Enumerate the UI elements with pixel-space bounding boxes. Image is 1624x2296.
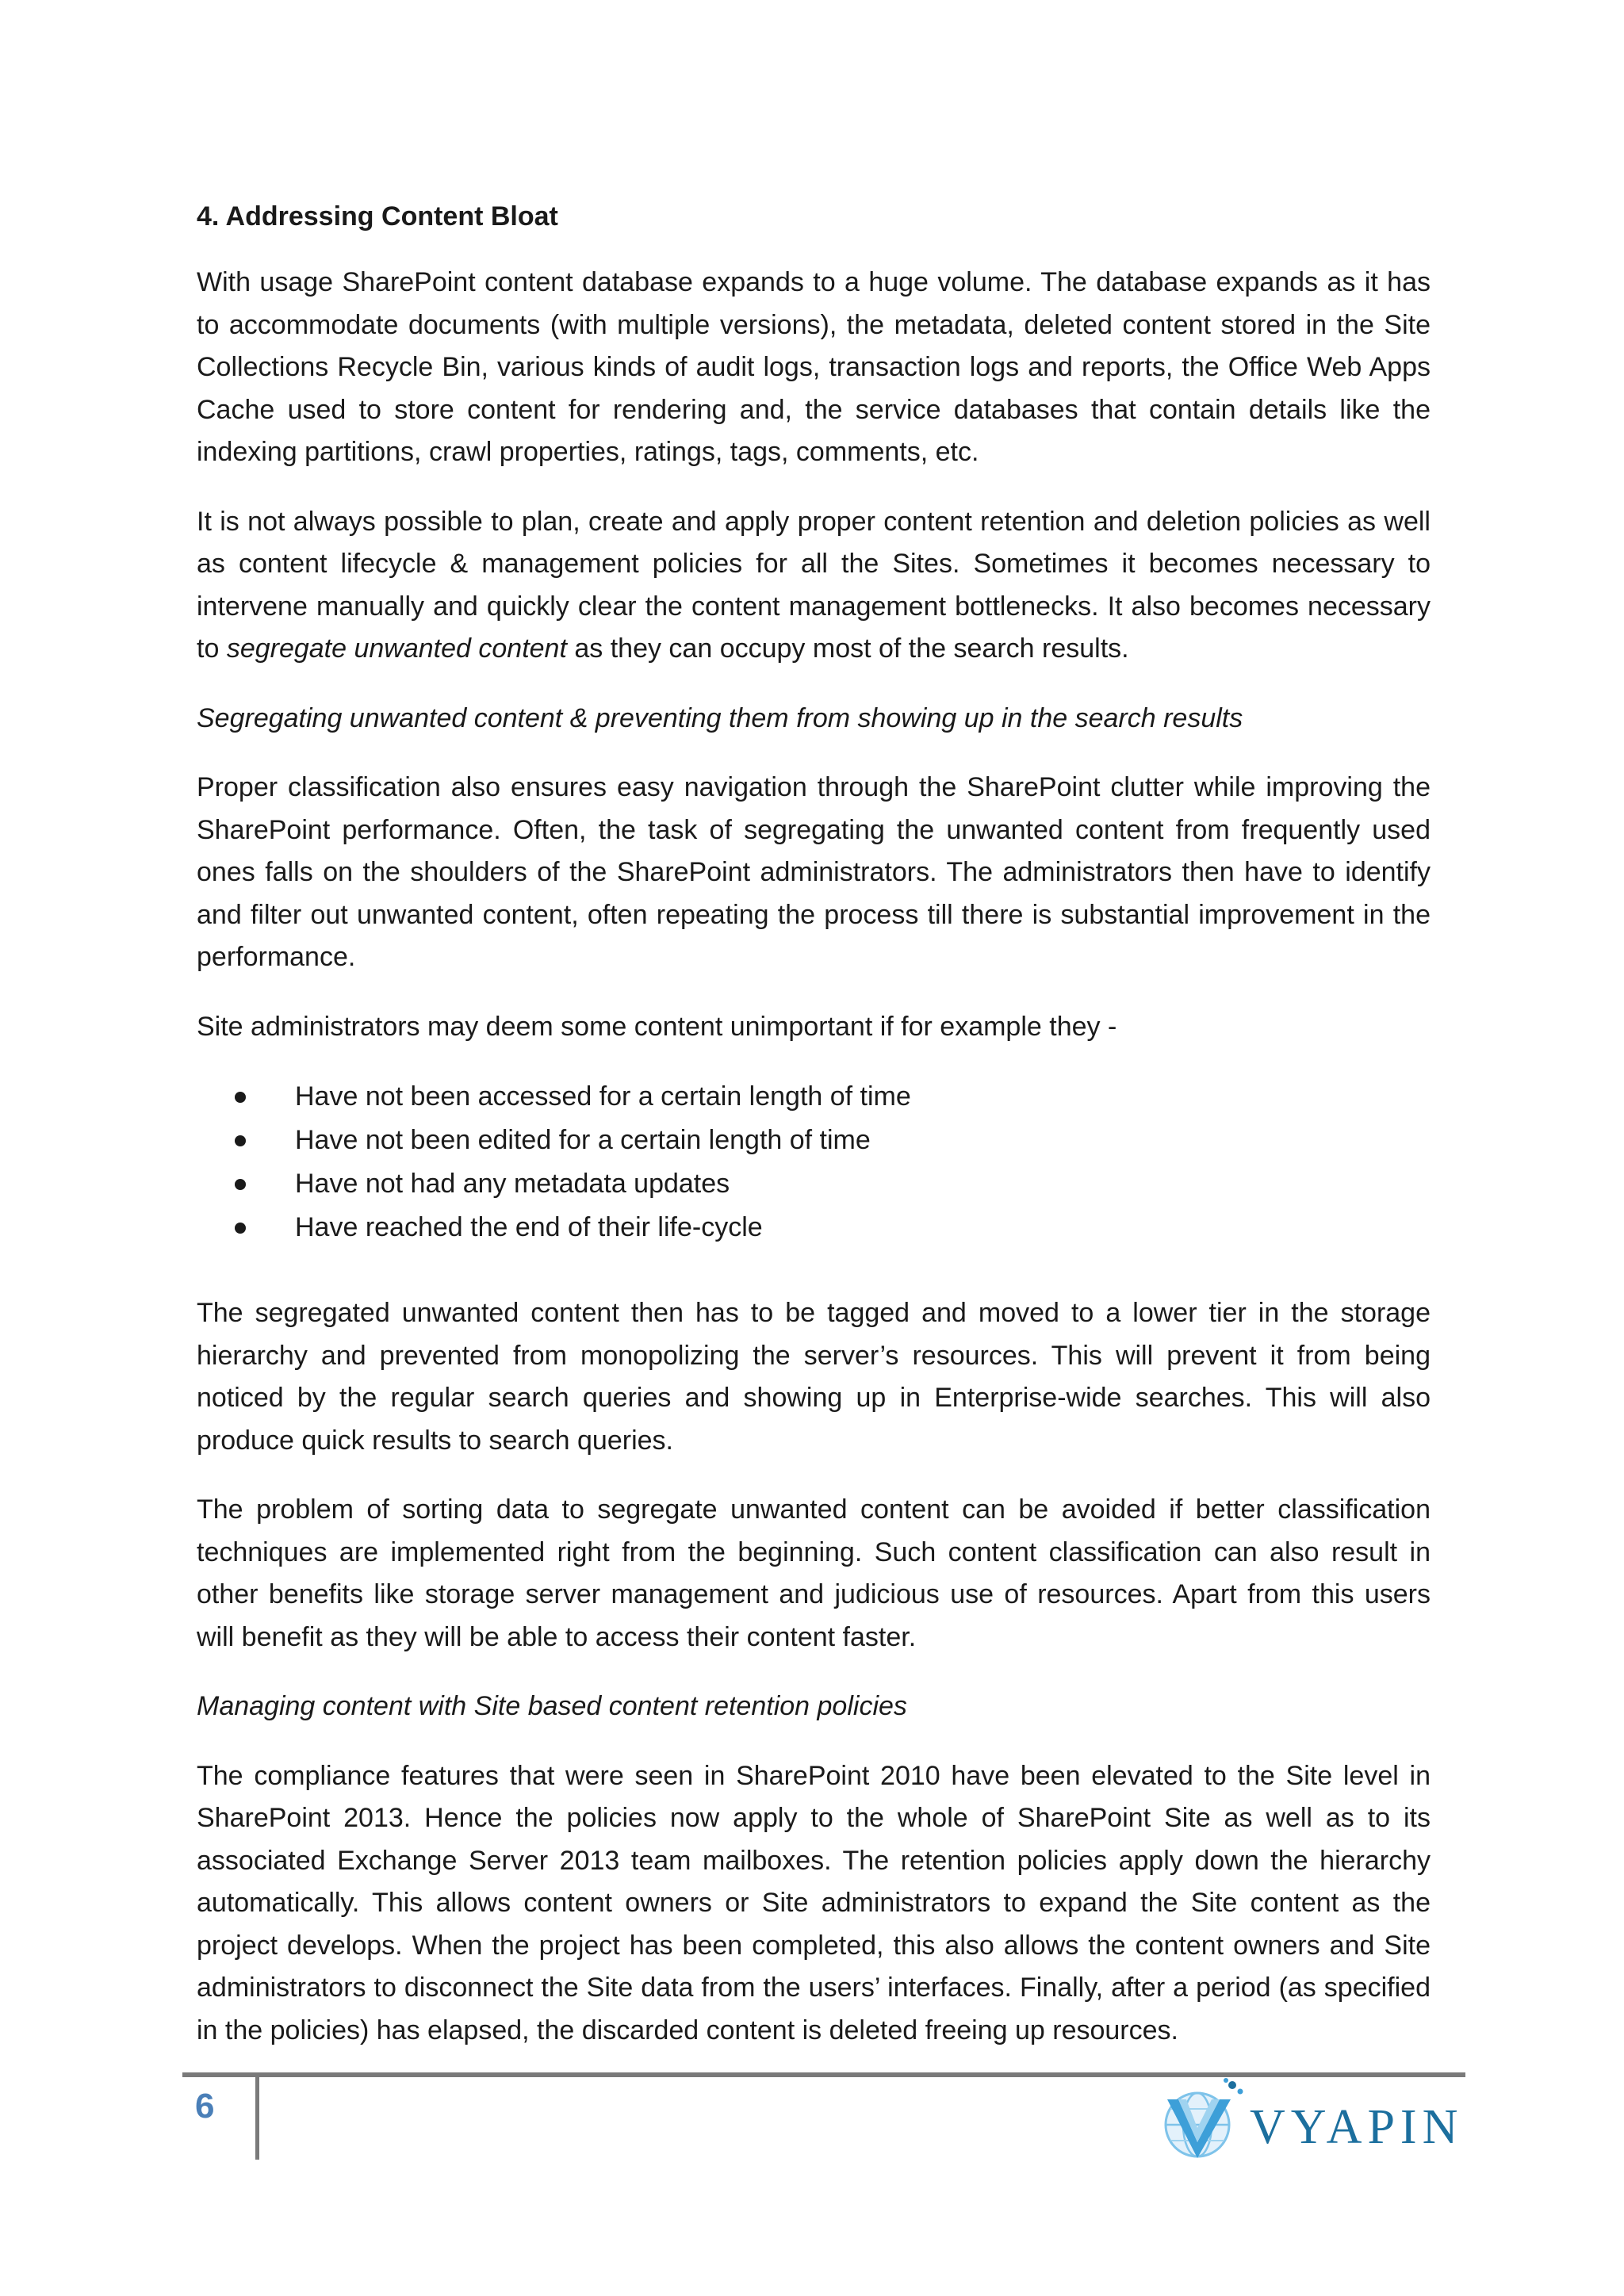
page-number: 6 bbox=[195, 2087, 215, 2126]
list-item-text: Have not had any metadata updates bbox=[295, 1169, 730, 1199]
paragraph-classification: Proper classification also ensures easy navigation through the SharePoint clutter while improving the SharePoint performance. Often, the task of segregating the unwanted content from frequently used ones falls on the shoulders of the SharePoint administrators. The administrators then have to identify and filter out unwanted content, often repeating the process till there is substantial improvement in the performance. bbox=[197, 772, 1431, 972]
vyapin-logo bbox=[1156, 2076, 1464, 2163]
bullet-icon bbox=[235, 1092, 246, 1103]
bullet-icon bbox=[235, 1223, 246, 1234]
list-item bbox=[197, 1162, 1431, 1206]
list-item bbox=[197, 1075, 1431, 1119]
subheading-segregating: Segregating unwanted content & preventing them from showing up in the search results bbox=[197, 702, 1243, 733]
emphasis-text: segregate unwanted content bbox=[226, 633, 567, 664]
list-item-text: Have reached the end of their life-cycle bbox=[295, 1212, 763, 1242]
paragraph-classification-benefits: The problem of sorting data to segregate unwanted content can be avoided if better classification techniques are implemented right from the beginning. Such content classification can also result in other benefits like storage server management and judicious use of resources. Apart from this users will benefit as they will be able to access their content faster. bbox=[197, 1494, 1431, 1652]
paragraph-compliance: The compliance features that were seen in SharePoint 2010 have been elevated to the Site level in SharePoint 2013. Hence the policies now apply to the whole of SharePoint Site as well as to its associated Exchange Server 2013 team mailboxes. The retention policies apply down the hierarchy automatically. This allows content owners or Site administrators to expand the Site content as the project develops. When the project has been completed, this also allows the content owners and Site administrators to disconnect the Site data from the users’ interfaces. Finally, after a period (as specified in the policies) has elapsed, the discarded content is deleted freeing up resources. bbox=[197, 1760, 1431, 2045]
page-body bbox=[197, 195, 1431, 2079]
criteria-list bbox=[197, 1075, 1431, 1249]
paragraph-text: It is not always possible to plan, create and apply proper content retention and deletion policies as well as content lifecycle & management policies for all the Sites. Sometimes it becomes necessary to intervene manually and quickly clear the content management bottlenecks. It also becomes necessary to bbox=[197, 506, 1431, 664]
section-heading: 4. Addressing Content Bloat bbox=[197, 201, 558, 232]
paragraph-retention-policies bbox=[197, 501, 1431, 671]
list-item bbox=[197, 1119, 1431, 1162]
paragraph-admin-criteria: Site administrators may deem some content unimportant if for example they - bbox=[197, 1011, 1117, 1042]
paragraph-text: as they can occupy most of the search results. bbox=[566, 633, 1129, 664]
paragraph-content-growth: With usage SharePoint content database expands to a huge volume. The database expands as it has to accommodate documents (with multiple versions), the metadata, deleted content stored in the Site Collections Recycle Bin, various kinds of audit logs, transaction logs and reports, the Office Web Apps Cache used to store content for rendering and, the service databases that contain details like the indexing partitions, crawl properties, ratings, tags, comments, etc. bbox=[197, 267, 1431, 467]
logo-wordmark: VYAPIN bbox=[1250, 2100, 1464, 2154]
bullet-icon bbox=[235, 1179, 246, 1190]
subheading-retention: Managing content with Site based content retention policies bbox=[197, 1691, 907, 1721]
list-item-text: Have not been accessed for a certain length of time bbox=[295, 1081, 911, 1112]
list-item-text: Have not been edited for a certain length of time bbox=[295, 1125, 871, 1155]
footer-divider bbox=[255, 2077, 259, 2160]
globe-v-icon bbox=[1156, 2076, 1245, 2163]
list-item bbox=[197, 1206, 1431, 1249]
bullet-icon bbox=[235, 1135, 246, 1146]
paragraph-tiering: The segregated unwanted content then has to be tagged and moved to a lower tier in the storage hierarchy and prevented from monopolizing the server’s resources. This will prevent it from being noticed by the regular search queries and showing up in Enterprise-wide searches. This will also produce quick results to search queries. bbox=[197, 1298, 1431, 1456]
